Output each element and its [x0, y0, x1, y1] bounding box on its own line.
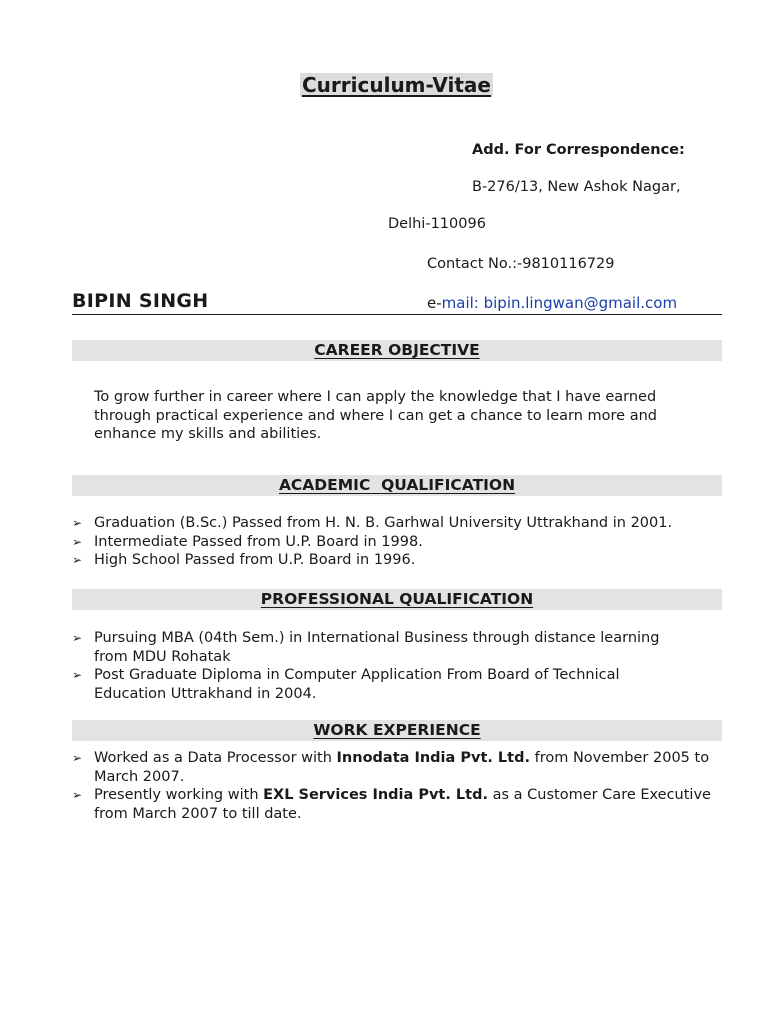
header-divider: [72, 314, 722, 315]
list-item: [72, 629, 677, 666]
contact-number: Contact No.:-9810116729: [427, 256, 615, 272]
page-title: Curriculum-Vitae: [302, 73, 491, 97]
objective-line: To grow further in career where I can apply the knowledge that I have earned: [94, 389, 657, 405]
section-heading-work: WORK EXPERIENCE: [313, 721, 481, 739]
academic-list: [72, 514, 727, 570]
address-line-2: Delhi-110096: [388, 216, 486, 232]
list-item-text: Pursuing MBA (04th Sem.) in International Business through distance learning from MDU Rohatak: [94, 630, 660, 665]
arrow-bullet-icon: ➢: [72, 516, 83, 530]
section-heading-career-objective: CAREER OBJECTIVE: [314, 341, 480, 359]
work-text: Presently working with: [94, 787, 264, 803]
list-item-text: Graduation (B.Sc.) Passed from H. N. B. Garhwal University Uttrakhand in 2001.: [94, 515, 673, 531]
list-item: [72, 666, 677, 703]
arrow-bullet-icon: ➢: [72, 668, 83, 682]
arrow-bullet-icon: ➢: [72, 631, 83, 645]
work-text: as a Customer Care Executive from March 2007 to till date.: [94, 787, 711, 822]
arrow-bullet-icon: ➢: [72, 534, 83, 549]
career-objective-text: [94, 388, 724, 444]
professional-list: [72, 629, 677, 703]
list-item: [72, 749, 724, 786]
candidate-name: BIPIN SINGH: [72, 290, 209, 312]
company-name: Innodata India Pvt. Ltd.: [336, 750, 530, 766]
email-link[interactable]: mail: bipin.lingwan@gmail.com: [441, 294, 678, 312]
list-item-text: Intermediate Passed from U.P. Board in 1998.: [94, 533, 423, 550]
section-heading-academic: ACADEMIC QUALIFICATION: [278, 476, 516, 494]
work-list: [72, 749, 724, 823]
list-item: [72, 786, 724, 823]
work-text: from November 2005 to March 2007.: [94, 750, 710, 785]
arrow-bullet-icon: ➢: [72, 788, 83, 802]
objective-line: through practical experience and where I can get a chance to learn more and: [94, 407, 657, 424]
objective-line: enhance my skills and abilities.: [94, 426, 322, 442]
section-bar-academic: [72, 475, 722, 496]
company-name: EXL Services India Pvt. Ltd.: [263, 787, 488, 803]
list-item-text: High School Passed from U.P. Board in 1996.: [94, 552, 416, 568]
correspondence-label: Add. For Correspondence:: [472, 142, 685, 158]
arrow-bullet-icon: ➢: [72, 751, 83, 765]
address-line-1: B-276/13, New Ashok Nagar,: [472, 179, 681, 195]
email-line: [427, 294, 677, 312]
list-item: [72, 533, 727, 552]
section-bar-career-objective: [72, 340, 722, 361]
arrow-bullet-icon: ➢: [72, 553, 83, 567]
section-bar-work: [72, 720, 722, 741]
list-item-text: Post Graduate Diploma in Computer Application From Board of Technical Education Uttrakhand in 2004.: [94, 667, 620, 702]
email-prefix: e-: [427, 294, 442, 312]
list-item: [72, 514, 727, 533]
section-heading-professional: PROFESSIONAL QUALIFICATION: [260, 590, 534, 608]
section-bar-professional: [72, 589, 722, 610]
work-text: Worked as a Data Processor with: [94, 750, 337, 766]
list-item: [72, 551, 727, 570]
